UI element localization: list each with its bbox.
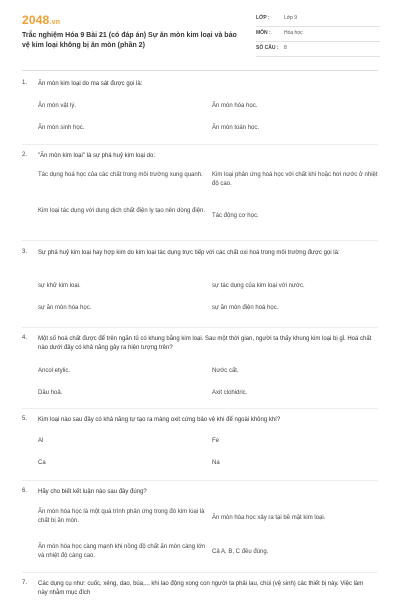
option-a[interactable]: sự khử kim loại.	[38, 283, 81, 289]
option-c[interactable]: Ăn mòn hóa học càng mạnh khi nồng độ chất ăn mòn càng lớn và nhiệt độ càng cao.	[38, 544, 206, 559]
option-b[interactable]: Nước cất.	[212, 368, 239, 374]
question-6	[22, 488, 378, 572]
option-b[interactable]: Fe	[212, 438, 220, 444]
option-c[interactable]: Dầu hoả.	[38, 390, 63, 396]
question-text: Hãy cho biết kết luận nào sau đây đúng?	[38, 489, 147, 495]
meta-value: 8	[284, 45, 287, 51]
question-2	[22, 152, 378, 240]
question-7	[22, 580, 378, 600]
question-number: 6.	[22, 488, 28, 494]
option-c[interactable]: Ca	[38, 460, 46, 466]
question-text: "Ăn mòn kim loại" là sự phá huỷ kim loại do:	[38, 153, 155, 159]
option-a[interactable]: Ăn mòn hóa học là một quá trình phản ứng trong đó kim loại là chất bị ăn mòn.	[38, 509, 205, 524]
logo-text: 2048	[22, 13, 50, 27]
question-text: Ăn mòn kim loại do ma sát được gọi là:	[38, 81, 143, 87]
question-number: 5.	[22, 416, 28, 422]
option-c[interactable]: Ăn mòn sinh học.	[38, 125, 85, 131]
header-divider	[22, 70, 378, 71]
option-b[interactable]: Ăn mòn hóa học.	[212, 103, 258, 109]
meta-value: Lớp 9	[284, 15, 298, 21]
option-d[interactable]: Cả A, B, C đều đúng.	[212, 549, 269, 555]
question-text: Sự phá huỷ kim loại hay hợp kim do kim loại tác dụng trực tiếp với các chất oxi hoá trong môi trường được gọi là:	[38, 250, 340, 256]
question-number: 3.	[22, 249, 28, 255]
option-a[interactable]: Ancol etylic.	[38, 368, 71, 374]
logo-suffix: .vn	[49, 19, 61, 26]
option-a[interactable]: Al	[38, 438, 44, 444]
option-a[interactable]: Ăn mòn vật lý.	[38, 103, 77, 109]
question-number: 1.	[22, 80, 28, 86]
question-divider	[22, 327, 378, 328]
question-divider	[22, 408, 378, 409]
document-header	[0, 0, 400, 66]
question-divider	[22, 240, 378, 241]
option-c[interactable]: Kim loại tác dụng với dung dịch chất điện ly tạo nên dòng điện.	[38, 208, 206, 214]
option-d[interactable]: sự ăn mòn điện hoá học.	[212, 305, 279, 311]
option-d[interactable]: Na	[212, 460, 220, 466]
option-c[interactable]: sự ăn mòn hóa học.	[38, 305, 92, 311]
meta-label: LỚP :	[256, 15, 270, 21]
meta-value: Hóa học	[284, 30, 303, 36]
question-divider	[22, 572, 378, 573]
meta-label: SỐ CÂU :	[256, 45, 279, 51]
question-4	[22, 335, 378, 407]
question-number: 4.	[22, 335, 28, 341]
meta-grade	[256, 12, 380, 27]
question-number: 2.	[22, 152, 28, 158]
question-number: 7.	[22, 580, 28, 586]
question-text: Các dụng cụ như: cuốc, xẻng, dao, búa,... khi lao động xong con người ta phải lau, chùi (vệ sinh) các thiết bị này. Việc làm này nhằm mục đích	[38, 581, 364, 596]
question-text: Kim loại nào sau đây có khả năng tự tạo ra màng oxit cứng bảo vệ khi để ngoài không khí?	[38, 417, 281, 423]
option-b[interactable]: Kim loại phản ứng hoá học với chất khí hoặc hơi nước ở nhiệt độ cao.	[212, 172, 378, 187]
question-3	[22, 249, 378, 335]
site-logo[interactable]	[22, 13, 60, 27]
meta-subject	[256, 27, 380, 42]
question-text: Một số hoá chất được để trên ngăn tủ có khung bằng kim loại. Sau một thời gian, người ta thấy khung kim loại bị gỉ. Hoá chất nào dưới đây có khả năng gây ra hiện tượng trên?	[38, 336, 372, 351]
option-d[interactable]: Tác động cơ học.	[212, 213, 259, 219]
option-a[interactable]: Tác dụng hoá học của các chất trong môi trường xung quanh.	[38, 172, 203, 178]
option-d[interactable]: Axit clohidric.	[212, 390, 248, 396]
option-b[interactable]: Ăn mòn hóa học xảy ra tại bề mặt kim loại.	[212, 515, 326, 521]
page-title: Trắc nghiệm Hóa 9 Bài 21 (có đáp án) Sự ăn mòn kim loại và bảo vệ kim loại không bị ăn mòn (phần 2)	[22, 32, 237, 49]
option-d[interactable]: Ăn mòn toán học.	[212, 125, 260, 131]
meta-question-count	[256, 42, 380, 57]
question-5	[22, 416, 378, 480]
question-divider	[22, 480, 378, 481]
meta-label: MÔN :	[256, 30, 271, 36]
option-b[interactable]: sự tác dụng của kim loại với nước.	[212, 283, 305, 289]
question-1	[22, 80, 378, 144]
question-divider	[22, 144, 378, 145]
